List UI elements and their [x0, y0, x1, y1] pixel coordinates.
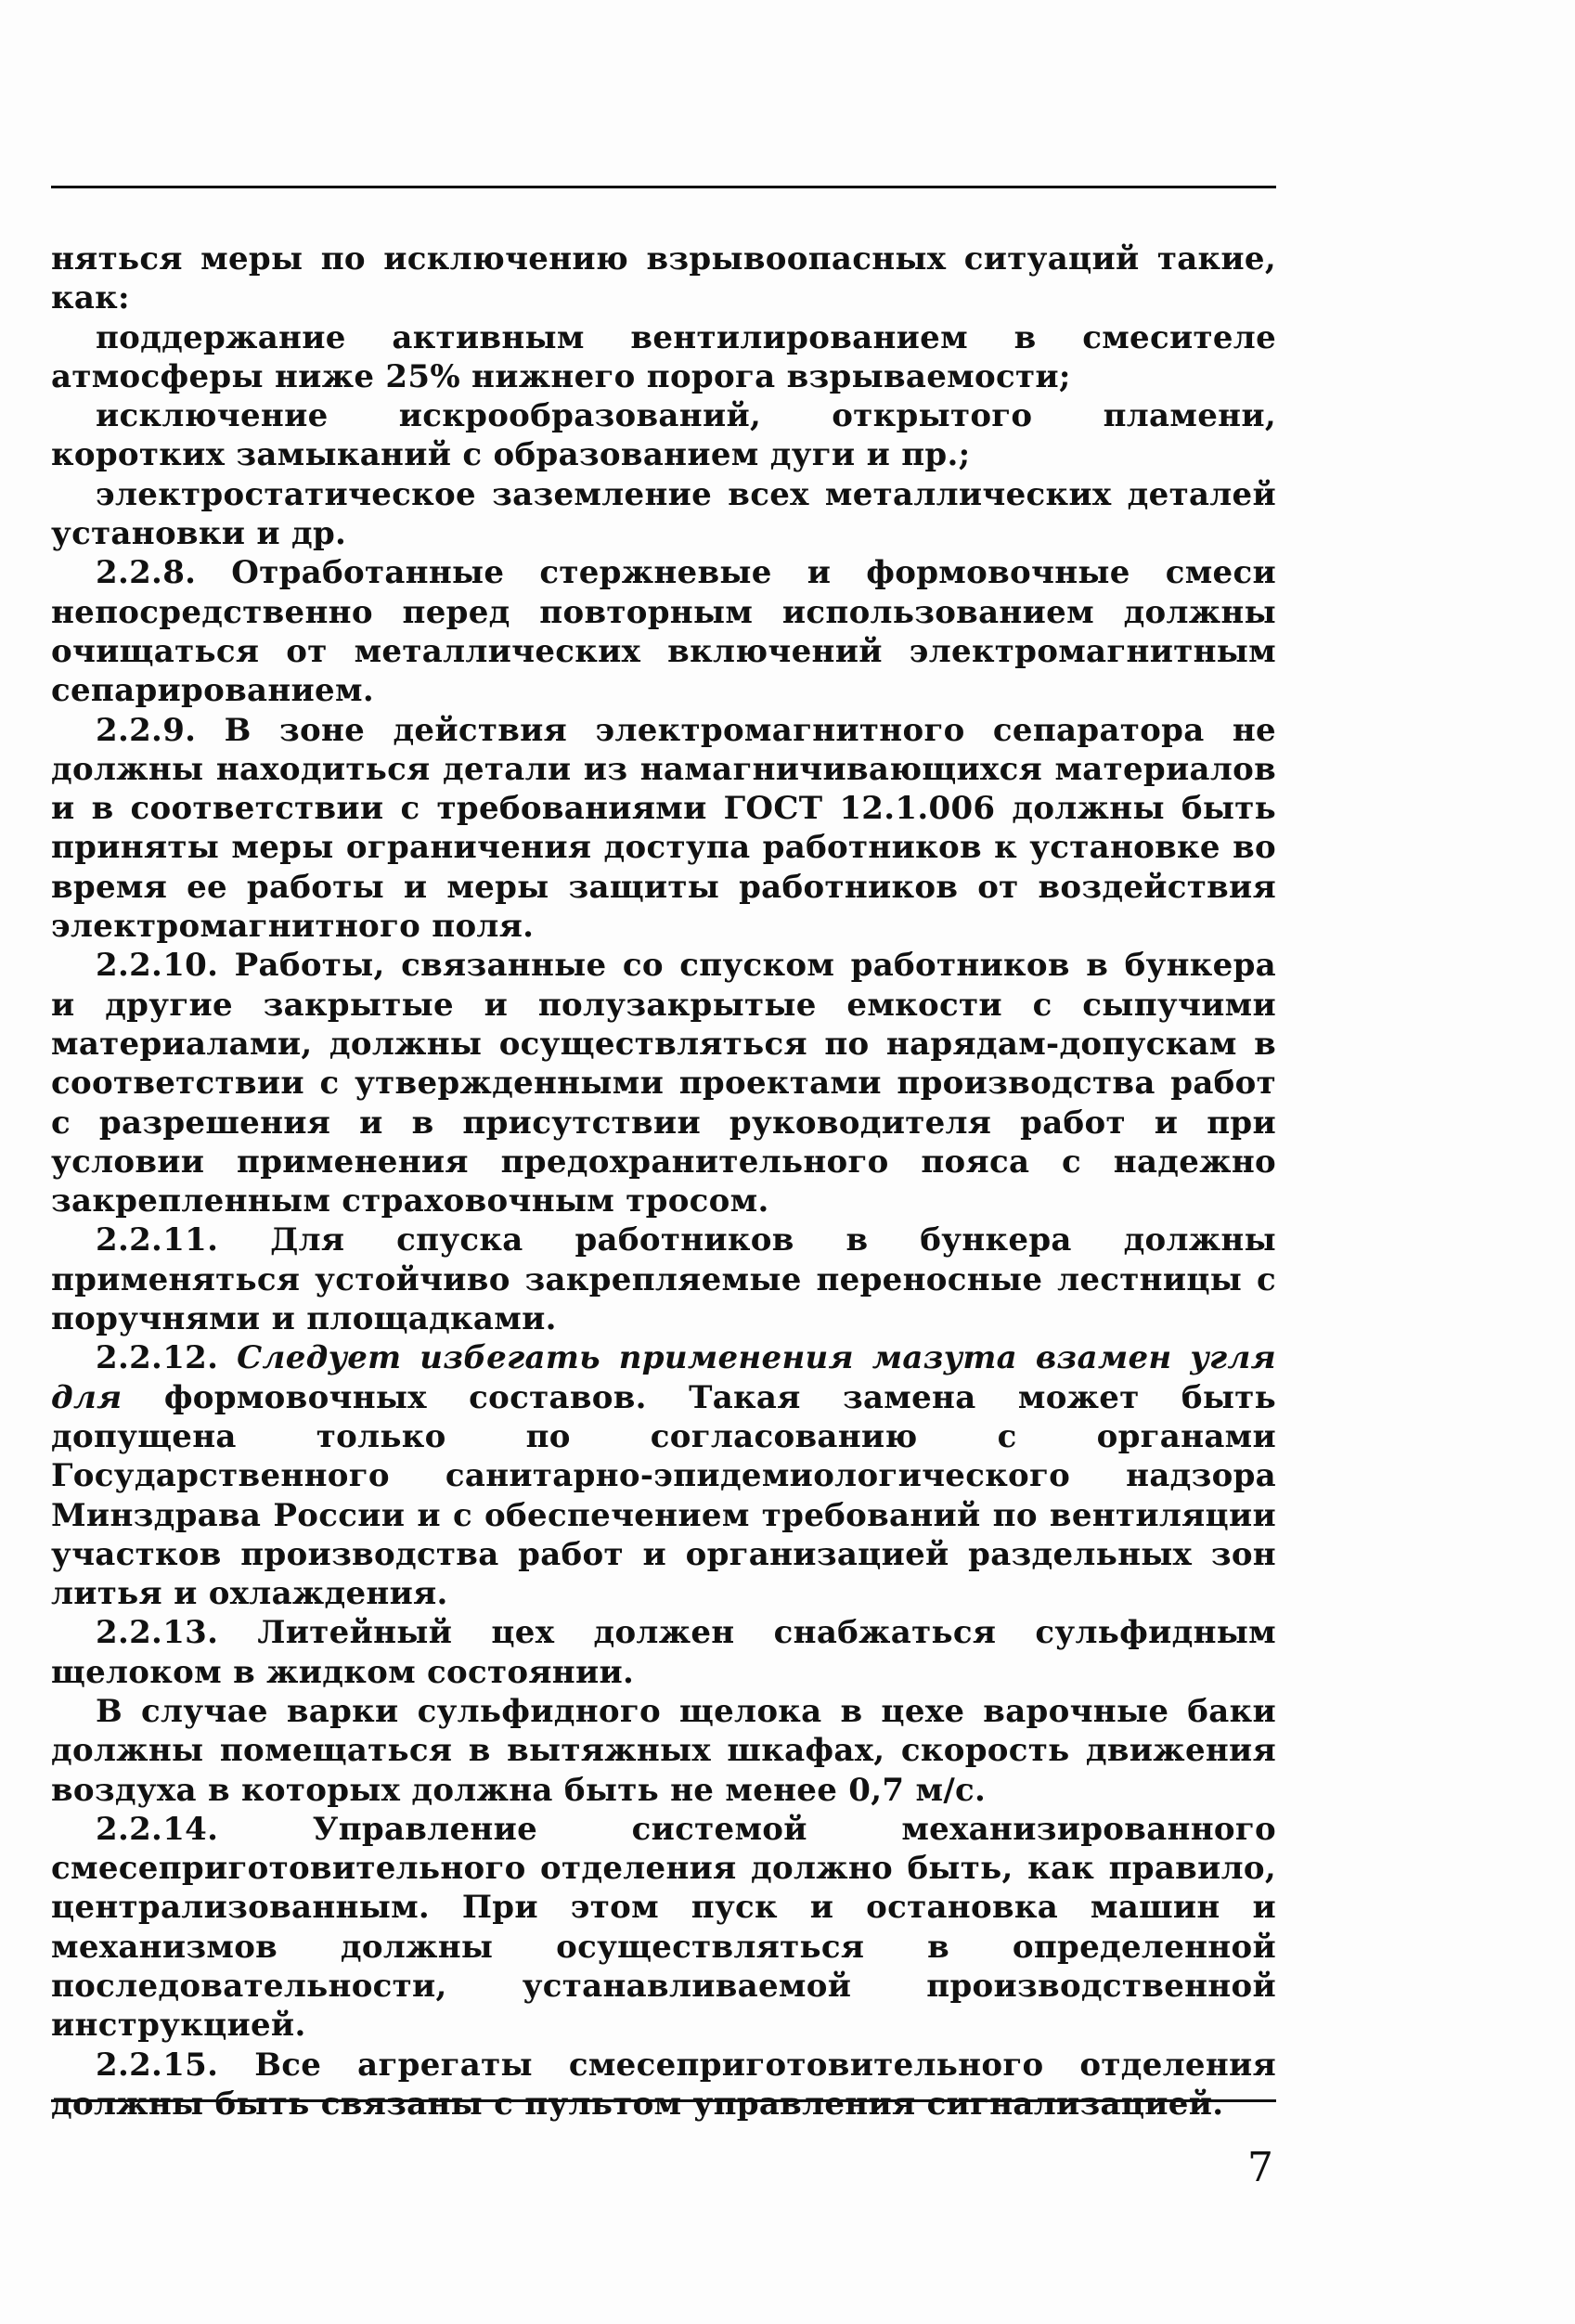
top-rule [51, 186, 1276, 188]
body-text [51, 239, 1276, 2124]
paragraph-continuation: няться меры по исключению взрывоопасных ситуаций такие, как: [51, 240, 1276, 317]
paragraph-2-2-12 [51, 1338, 1276, 1613]
paragraph-2-2-15: 2.2.15. Все агрегаты смесеприготовительного отделения должны быть связаны с пультом управления сигнализацией. [51, 2046, 1276, 2123]
paragraph-2-2-10: 2.2.10. Работы, связанные со спуском работников в бункера и другие закрытые и полузакрытые емкости с сыпучими материалами, должны осуществляться по нарядам-допускам в соответствии с утвержденными проектами производства работ с разрешения и в присутствии руководителя работ и при условии применения предохранительного пояса с надежно закрепленным страховочным тросом. [51, 947, 1276, 1220]
italic-text: Следует избегать применения мазута взамен угля для [51, 1339, 1276, 1416]
paragraph-sulfide-liquor: В случае варки сульфидного щелока в цехе варочные баки должны помещаться в вытяжных шкафах, скорость движения воздуха в которых должна быть не менее 0,7 м/с. [51, 1692, 1276, 1809]
paragraph-2-2-14: 2.2.14. Управление системой механизированного смесеприготовительного отделения должно быть, как правило, централизованным. При этом пуск и остановка машин и механизмов должны осуществляться в определенной последовательности, устанавливаемой производственной инструкцией. [51, 1810, 1276, 2045]
list-item: поддержание активным вентилированием в смесителе атмосферы ниже 25% нижнего порога взрываемости; [51, 318, 1276, 395]
paragraph-2-2-13: 2.2.13. Литейный цех должен снабжаться сульфидным щелоком в жидком состоянии. [51, 1614, 1276, 1691]
paragraph-2-2-11: 2.2.11. Для спуска работников в бункера должны применяться устойчиво закрепляемые переносные лестницы с поручнями и площадками. [51, 1221, 1276, 1338]
bottom-rule [51, 2099, 1276, 2102]
list-item: исключение искрообразований, открытого пламени, коротких замыканий с образованием дуги и пр.; [51, 397, 1276, 474]
paragraph-2-2-9: 2.2.9. В зоне действия электромагнитного сепаратора не должны находиться детали из намагничивающихся материалов и в соответствии с требованиями ГОСТ 12.1.006 должны быть приняты меры ограничения доступа работников к установке во время ее работы и меры защиты работников от воздействия электромагнитного поля. [51, 711, 1276, 946]
page-number: 7 [1247, 2144, 1273, 2191]
list-item: электростатическое заземление всех металлических деталей установки и др. [51, 475, 1276, 553]
paragraph-2-2-8: 2.2.8. Отработанные стержневые и формовочные смеси непосредственно перед повторным использованием должны очищаться от металлических включений электромагнитным сепарированием. [51, 554, 1276, 710]
paragraph-number: 2.2.12. [96, 1339, 219, 1377]
paragraph-text: формовочных составов. Такая замена может быть допущена только по согласованию с органами Государственного санитарно-эпидемиологического надзора Минздрава России и с обеспечением требований по вентиляции участков производства работ и организацией раздельных зон литья и охлаждения. [51, 1378, 1277, 1613]
